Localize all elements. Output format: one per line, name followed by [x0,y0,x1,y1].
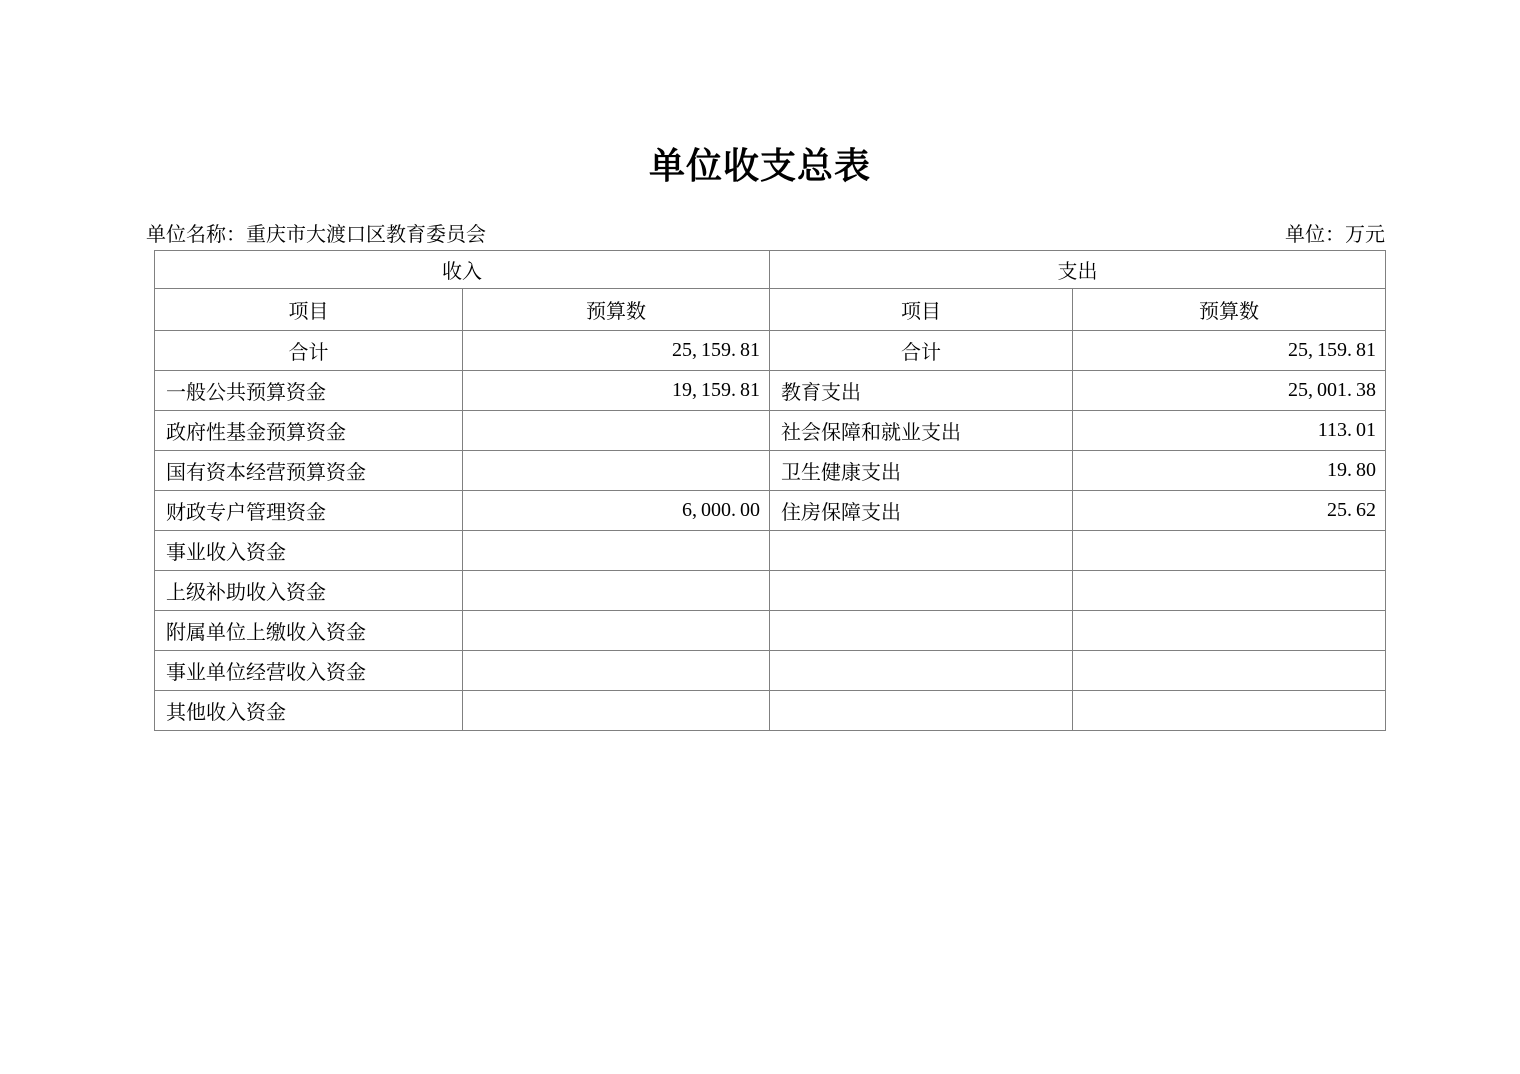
income-item-cell: 合计 [155,331,463,371]
expenditure-item-cell [770,651,1073,691]
unit-name-label: 单位名称：重庆市大渡口区教育委员会 [146,224,486,246]
income-budget-cell: 25, 159. 81 [463,331,770,371]
expenditure-item-cell: 住房保障支出 [770,491,1073,531]
expenditure-budget-cell: 25, 001. 38 [1073,371,1386,411]
income-expenditure-summary-table [154,250,1386,731]
expenditure-item-cell [770,611,1073,651]
expenditure-budget-cell [1073,651,1386,691]
income-item-cell: 事业单位经营收入资金 [155,651,463,691]
section-header-row [155,251,1386,289]
expenditure-item-cell [770,571,1073,611]
expenditure-item-cell [770,691,1073,731]
income-item-cell: 国有资本经营预算资金 [155,451,463,491]
income-section-header: 收入 [155,251,770,289]
expenditure-budget-cell [1073,611,1386,651]
income-budget-cell [463,611,770,651]
table-row [155,571,1386,611]
table-row [155,491,1386,531]
expenditure-section-header: 支出 [770,251,1386,289]
table-row [155,691,1386,731]
income-budget-cell [463,571,770,611]
expenditure-item-column-header: 项目 [770,289,1073,331]
expenditure-item-cell: 卫生健康支出 [770,451,1073,491]
table-row [155,451,1386,491]
income-budget-cell [463,651,770,691]
income-item-cell: 政府性基金预算资金 [155,411,463,451]
income-budget-column-header: 预算数 [463,289,770,331]
income-item-cell: 其他收入资金 [155,691,463,731]
table-row [155,531,1386,571]
table-row [155,651,1386,691]
income-budget-cell: 19, 159. 81 [463,371,770,411]
expenditure-budget-cell [1073,691,1386,731]
expenditure-budget-cell: 113. 01 [1073,411,1386,451]
income-item-cell: 事业收入资金 [155,531,463,571]
expenditure-budget-cell: 25, 159. 81 [1073,331,1386,371]
table-row [155,611,1386,651]
income-item-column-header: 项目 [155,289,463,331]
income-item-cell: 财政专户管理资金 [155,491,463,531]
table-row [155,411,1386,451]
income-item-cell: 一般公共预算资金 [155,371,463,411]
expenditure-budget-cell: 19. 80 [1073,451,1386,491]
meta-row [146,222,1385,248]
income-item-cell: 附属单位上缴收入资金 [155,611,463,651]
column-header-row [155,289,1386,331]
income-budget-cell [463,691,770,731]
table-row [155,331,1386,371]
table-row [155,371,1386,411]
income-budget-cell: 6, 000. 00 [463,491,770,531]
expenditure-item-cell: 社会保障和就业支出 [770,411,1073,451]
expenditure-item-cell: 教育支出 [770,371,1073,411]
expenditure-item-cell: 合计 [770,331,1073,371]
expenditure-budget-column-header: 预算数 [1073,289,1386,331]
income-budget-cell [463,531,770,571]
expenditure-budget-cell [1073,531,1386,571]
income-budget-cell [463,451,770,491]
expenditure-item-cell [770,531,1073,571]
unit-of-measure-label: 单位：万元 [1285,224,1385,246]
income-budget-cell [463,411,770,451]
expenditure-budget-cell [1073,571,1386,611]
expenditure-budget-cell: 25. 62 [1073,491,1386,531]
page-title: 单位收支总表 [648,145,871,186]
income-item-cell: 上级补助收入资金 [155,571,463,611]
